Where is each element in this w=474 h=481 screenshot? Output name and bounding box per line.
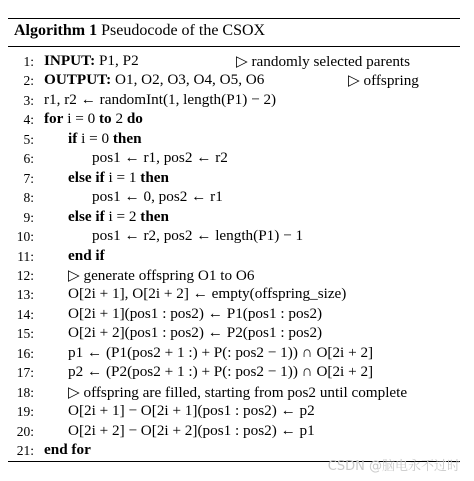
line-code: O[2i + 2](pos1 : pos2) ← P2(pos1 : pos2) [68,324,323,342]
algorithm-line [0,247,474,267]
algorithm-line [0,363,474,383]
algorithm-line [0,266,474,286]
line-code: for i = 0 to 2 do [44,110,143,128]
algorithm-line [0,188,474,208]
line-code: O[2i + 1](pos1 : pos2) ← P1(pos1 : pos2) [68,304,323,322]
line-code: O[2i + 1] − O[2i + 1](pos1 : pos2) ← p2 [68,402,315,420]
algorithm-line [0,71,474,91]
line-code: else if i = 2 then [68,207,169,225]
line-number: 15: [16,326,34,342]
line-code: pos1 ← r1, pos2 ← r2 [92,149,228,167]
algorithm-line [0,324,474,344]
line-code: OUTPUT: O1, O2, O3, O4, O5, O6 [44,71,265,89]
line-number: 7: [23,170,34,186]
line-number: 18: [16,384,34,400]
line-number: 3: [23,92,34,108]
algorithm-line [0,285,474,305]
line-number: 4: [23,112,34,128]
line-number: 10: [16,229,34,245]
algorithm-line [0,208,474,228]
line-number: 12: [16,267,34,283]
line-number: 20: [16,423,34,439]
line-code: p2 ← (P2(pos2 + 1 :) + P(: pos2 − 1)) ∩ O[2i + 2] [68,363,374,381]
line-code: if i = 0 then [68,129,142,147]
caption-title: Pseudocode of the CSOX [101,22,266,39]
line-number: 6: [23,151,34,167]
algorithm-line [0,130,474,150]
algorithm-line [0,149,474,169]
line-number: 19: [16,404,34,420]
algorithm-caption [14,22,265,40]
line-code: pos1 ← r2, pos2 ← length(P1) − 1 [92,227,304,245]
algorithm-line [0,52,474,72]
line-code: ▷ generate offspring O1 to O6 [68,266,255,284]
line-code: O[2i + 1], O[2i + 2] ← empty(offspring_size) [68,285,347,303]
line-number: 1: [23,54,34,69]
line-number: 17: [16,365,34,381]
line-code: O[2i + 2] − O[2i + 2](pos1 : pos2) ← p1 [68,421,315,439]
line-number: 21: [16,443,34,458]
line-comment: ▷ offspring [348,72,419,90]
algorithm-line [0,402,474,422]
line-number: 5: [23,131,34,147]
line-number: 16: [16,345,34,361]
line-number: 8: [23,190,34,206]
algorithm-line [0,110,474,130]
caption-rule [8,46,460,47]
caption-label: Algorithm 1 [14,22,98,39]
line-code: r1, r2 ← randomInt(1, length(P1) − 2) [44,90,277,108]
algorithm-line [0,227,474,247]
line-code: pos1 ← 0, pos2 ← r1 [92,188,223,206]
algorithm-line [0,344,474,364]
watermark: CSDN @脑电永不过时 [327,459,460,474]
line-number: 13: [16,287,34,303]
line-number: 2: [23,73,34,89]
line-number: 14: [16,306,34,322]
line-code: INPUT: P1, P2 [44,52,139,69]
algorithm-line [0,91,474,111]
algorithm-line [0,383,474,403]
line-code: else if i = 1 then [68,168,169,186]
algorithm-line [0,305,474,325]
line-code: end for [44,441,91,458]
line-comment: ▷ randomly selected parents [236,53,411,70]
top-rule [8,18,460,19]
line-code: end if [68,246,105,264]
algorithm-line [0,422,474,442]
line-code: ▷ offspring are filled, starting from pos2 until complete [68,383,408,401]
algorithm-line [0,169,474,189]
line-number: 9: [23,209,34,225]
line-code: p1 ← (P1(pos2 + 1 :) + P(: pos2 − 1)) ∩ O[2i + 2] [68,343,374,361]
line-number: 11: [17,248,34,264]
